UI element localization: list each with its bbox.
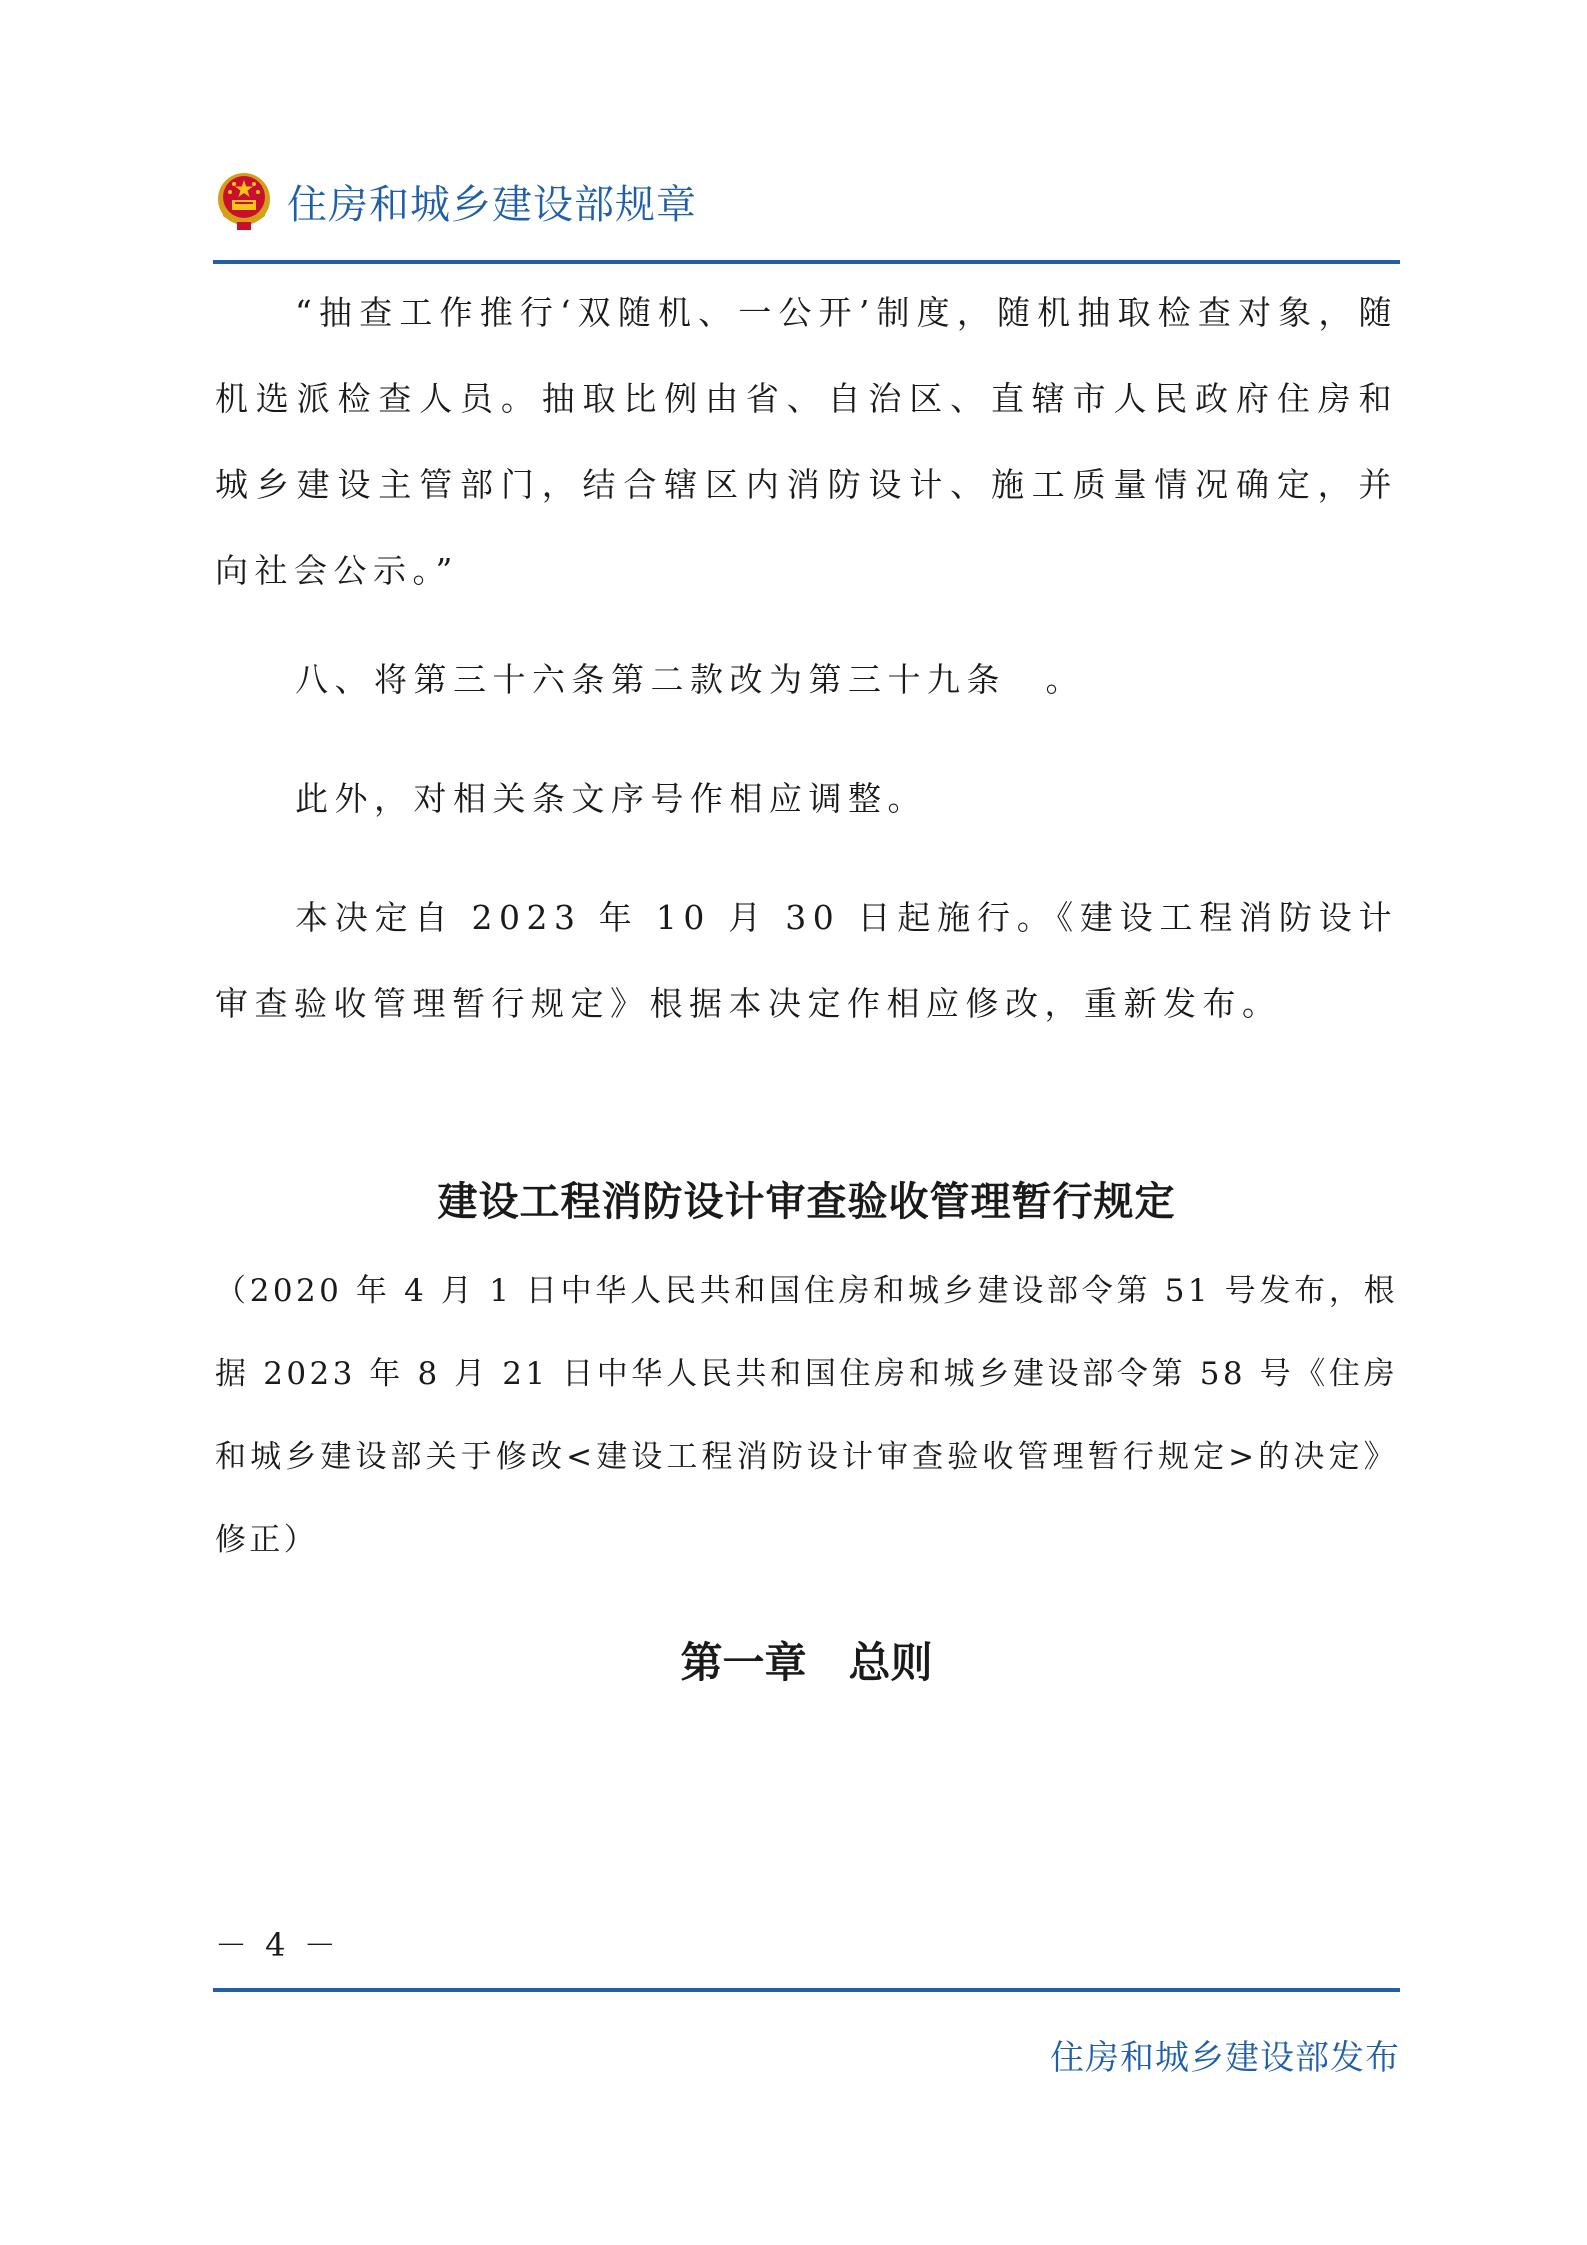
national-emblem-icon bbox=[215, 170, 273, 232]
paragraph-item-eight: 八、将第三十六条第二款改为第三十九条 。 bbox=[295, 660, 1085, 699]
footer-publisher: 住房和城乡建设部发布 bbox=[1050, 2038, 1400, 2078]
footer-divider bbox=[213, 1988, 1400, 1992]
paragraph-renumbering: 此外，对相关条文序号作相应调整。 bbox=[295, 779, 927, 818]
document-title: 建设工程消防设计审查验收管理暂行规定 bbox=[437, 1179, 1176, 1225]
page-header bbox=[215, 170, 697, 232]
document-subtitle: （2020 年 4 月 1 日中华人民共和国住房和城乡建设部令第 51 号发布，根据 2023 年 8 月 21 日中华人民共和国住房和城乡建设部令第 58 号《住房和城乡建设部关于修改<建设工程消防设计审查验收管理暂行规定>的决定》修正） bbox=[215, 1273, 1398, 1558]
chapter-heading: 第一章 总则 bbox=[680, 1638, 933, 1687]
header-divider bbox=[213, 260, 1400, 264]
page-number: － 4 － bbox=[215, 1926, 340, 1964]
paragraph-effective-date: 本决定自 2023 年 10 月 30 日起施行。《建设工程消防设计审查验收管理暂行规定》根据本决定作相应修改，重新发布。 bbox=[215, 898, 1398, 1023]
header-title: 住房和城乡建设部规章 bbox=[287, 181, 697, 228]
quoted-paragraph: “抽查工作推行‘双随机、一公开’制度，随机抽取检查对象，随机选派检查人员。抽取比例由省、自治区、直辖市人民政府住房和城乡建设主管部门，结合辖区内消防设计、施工质量情况确定，并向社会公示。” bbox=[215, 293, 1398, 590]
